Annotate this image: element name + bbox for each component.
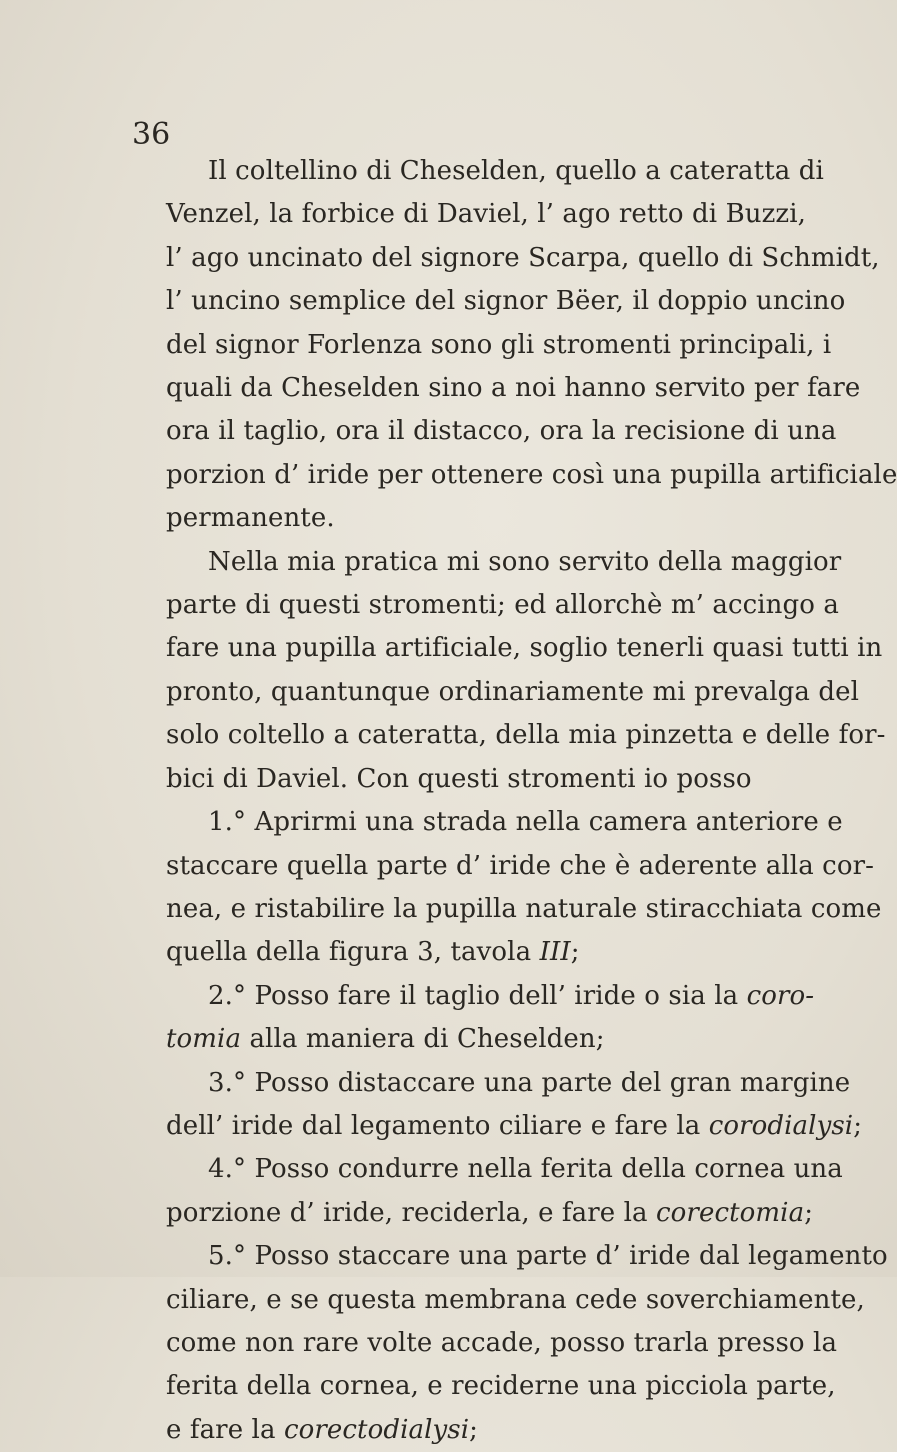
text-line: nea, e ristabilire la pupilla naturale stiracchiata come [166, 893, 882, 924]
text-line: bici di Daviel. Con questi stromenti io posso [166, 763, 752, 794]
text-line: 5.° Posso staccare una parte d’ iride dal legamento [208, 1241, 888, 1272]
text-line: Il coltellino di Cheselden, quello a cateratta di [208, 156, 824, 186]
text-line: 4.° Posso condurre nella ferita della cornea una [208, 1154, 843, 1185]
page-number: 36 [132, 117, 171, 152]
text-line: 1.° Aprirmi una strada nella camera anteriore e [208, 807, 843, 838]
text-line: solo coltello a cateratta, della mia pinzetta e delle for- [166, 720, 886, 751]
text-line: ferita della cornea, e reciderne una picciola parte, [166, 1371, 836, 1402]
text-line: e fare la corectodialysi; [166, 1414, 479, 1445]
text-line: fare una pupilla artificiale, soglio tenerli quasi tutti in [166, 633, 883, 664]
text-line: ora il taglio, ora il distacco, ora la recisione di una [166, 416, 837, 447]
text-line: l’ ago uncinato del signore Scarpa, quello di Schmidt, [166, 242, 880, 273]
body-text [166, 150, 897, 1452]
text-line: ciliare, e se questa membrana cede soverchiamente, [166, 1284, 865, 1315]
text-line: quella della figura 3, tavola III; [166, 937, 580, 968]
text-line: 2.° Posso fare il taglio dell’ iride o sia la coro- [208, 980, 815, 1011]
text-line: 3.° Posso distaccare una parte del gran margine [208, 1067, 851, 1098]
text-line: l’ uncino semplice del signor Bëer, il doppio uncino [166, 286, 846, 317]
text-line: Venzel, la forbice di Daviel, l’ ago retto di Buzzi, [166, 199, 807, 230]
text-line: staccare quella parte d’ iride che è aderente alla cor- [166, 850, 874, 881]
text-line: Nella mia pratica mi sono servito della maggior [208, 546, 842, 577]
text-line: del signor Forlenza sono gli stromenti principali, i [166, 329, 832, 360]
text-line: tomia alla maniera di Cheselden; [166, 1024, 605, 1055]
text-line: dell’ iride dal legamento ciliare e fare la corodialysi; [166, 1110, 863, 1141]
text-line: porzione d’ iride, reciderla, e fare la corectomia; [166, 1197, 814, 1228]
text-line: parte di questi stromenti; ed allorchè m’ accingo a [166, 590, 839, 621]
text-line: permanente. [166, 503, 335, 534]
text-line: pronto, quantunque ordinariamente mi prevalga del [166, 676, 859, 707]
text-line: quali da Cheselden sino a noi hanno servito per fare [166, 373, 861, 404]
text-line: come non rare volte accade, posso trarla presso la [166, 1327, 838, 1358]
text-line: porzion d’ iride per ottenere così una pupilla artificiale [166, 459, 897, 490]
